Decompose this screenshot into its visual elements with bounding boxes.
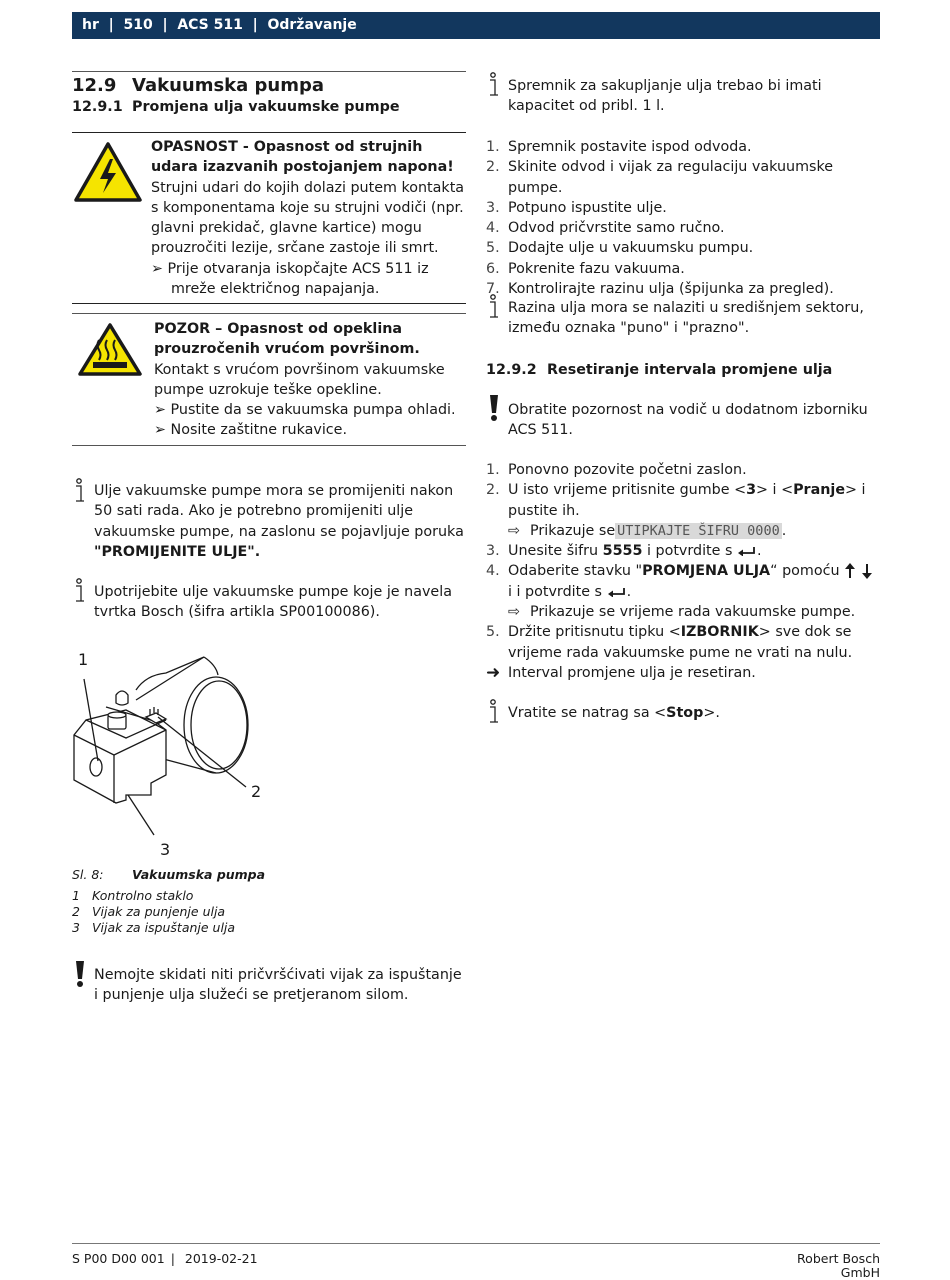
arrowhead-icon: ➢	[151, 260, 168, 277]
high-voltage-warning-icon	[74, 141, 142, 203]
arrow-up-icon	[844, 563, 856, 579]
figure-legend	[72, 888, 466, 936]
step-item: 4. Odvod pričvrstite samo ručno.	[486, 220, 725, 237]
step-item: 7. Kontrolirajte razinu ulja (špijunka za pregled).	[486, 281, 834, 298]
legend-item: 2 Vijak za punjenje ulja	[72, 904, 226, 919]
danger-top-rule	[72, 132, 466, 133]
result-arrow-icon: ⇨	[508, 604, 520, 621]
caution-top-rule	[72, 313, 466, 314]
result-arrow-icon: ⇨	[508, 522, 520, 539]
subsection-title: Promjena ulja vakuumske pumpe	[132, 99, 400, 115]
reset-result-2: ⇨ Prikazuje se UTIPKAJTE ŠIFRU 0000 .	[486, 521, 880, 541]
subsection-2-number: 12.9.2	[486, 362, 537, 378]
info-icon	[486, 699, 502, 725]
danger-text-block	[151, 137, 466, 299]
danger-body: Strujni udari do kojih dolazi putem kontakta s komponentama koje su strujni vodiči (npr. glavni prekidač, glavne kartice) mogu prouzročiti lezije, srčane zastoje ili smrt.	[151, 179, 465, 257]
footer-separator: |	[170, 1251, 175, 1266]
caution-action-1: ➢ Pustite da se vakuumska pumpa ohladi.	[154, 402, 456, 419]
section-heading	[72, 75, 466, 97]
bosch-oil-note: Upotrijebite ulje vakuumske pumpe koje je navela tvrtka Bosch (šifra artikla SP00100086).	[94, 584, 452, 621]
subsection-2-title: Resetiranje intervala promjene ulja	[547, 362, 833, 378]
footer-rule	[72, 1243, 880, 1244]
arrowhead-icon: ➢	[154, 402, 171, 419]
step-item: 6. Pokrenite fazu vakuuma.	[486, 260, 685, 277]
caption-label: Sl. 8:	[72, 867, 104, 882]
hot-surface-warning-icon	[77, 322, 143, 377]
step-item: 3. Potpuno ispustite ulje.	[486, 199, 667, 216]
reset-step-4: 4. Odaberite stavku "PROMJENA ULJA“ pomoću i i potvrdite s .	[486, 561, 880, 602]
step-item: 2. Skinite odvod i vijak za regulaciju vakuumske pumpe.	[486, 159, 834, 196]
screw-force-warning: Nemojte skidati niti pričvršćivati vijak za ispuštanje i punjenje ulja služeći se pretjeranom silom.	[94, 967, 462, 1004]
step-item: 5. Dodajte ulje u vakuumsku pumpu.	[486, 240, 754, 257]
reset-step-1: 1. Ponovno pozovite početni zaslon.	[486, 462, 747, 478]
callout-3: 3	[160, 840, 171, 859]
oil-change-message: "PROMIJENITE ULJE".	[94, 543, 261, 560]
footer-doc-number: S P00 D00 001	[72, 1251, 165, 1266]
danger-bottom-rule	[72, 303, 466, 304]
footer-company: Robert Bosch GmbH	[797, 1251, 880, 1280]
oil-change-note: Ulje vakuumske pumpe mora se promijeniti nakon 50 sati rada. Ako je potrebno promijeniti ulje vakuumske pumpe, na zaslonu se pojavljuje poruka "PROMIJENITE ULJE".	[94, 483, 464, 560]
stop-note: Vratite se natrag sa <Stop>.	[508, 705, 720, 721]
subsection-number: 12.9.1	[72, 99, 123, 115]
legend-item: 1 Kontrolno staklo	[72, 888, 194, 903]
section-number: 12.9	[72, 75, 117, 96]
danger-action: ➢ Prije otvaranja iskopčajte ACS 511 iz mreže električnog napajanja.	[151, 260, 429, 298]
reset-steps	[486, 460, 880, 683]
callout-2: 2	[251, 782, 262, 801]
caution-body: Kontakt s vrućom površinom vakuumske pumpe uzrokuje teške opekline.	[154, 361, 445, 398]
legend-item: 3 Vijak za ispuštanje ulja	[72, 920, 236, 935]
exclamation-icon	[488, 394, 500, 422]
vacuum-pump-figure	[66, 645, 276, 865]
enter-key-icon	[737, 546, 757, 556]
info-icon	[486, 72, 502, 98]
exclamation-icon	[74, 960, 86, 988]
guide-note: Obratite pozornost na vodič u dodatnom izborniku ACS 511.	[508, 402, 868, 439]
reset-step-3: 3. Unesite šifru 5555 i potvrdite s .	[486, 543, 762, 560]
footer-date: 2019-02-21	[184, 1251, 258, 1266]
page-header-bar	[72, 12, 880, 39]
caption-title: Vakuumska pumpa	[132, 867, 266, 882]
figure-caption	[72, 867, 466, 883]
section-title: Vakuumska pumpa	[132, 75, 325, 96]
callout-1: 1	[78, 650, 89, 669]
section-rule	[72, 71, 466, 72]
oil-change-steps	[486, 137, 880, 299]
arrowhead-icon: ➢	[154, 422, 171, 439]
caution-text-block	[154, 319, 466, 441]
step-item: 1. Spremnik postavite ispod odvoda.	[486, 139, 752, 155]
oil-level-note: Razina ulja mora se nalaziti u središnjem sektoru, između oznaka "puno" i "prazno".	[508, 300, 864, 337]
footer-left	[72, 1252, 258, 1266]
container-capacity-note: Spremnik za sakupljanje ulja trebao bi imati kapacitet od pribl. 1 l.	[508, 78, 822, 115]
caution-title: POZOR – Opasnost od opeklina prouzročenih vrućom površinom.	[154, 321, 420, 358]
header-text: hr | 510 | ACS 511 | Održavanje	[82, 17, 357, 33]
display-code-message: UTIPKAJTE ŠIFRU 0000	[617, 522, 780, 539]
reset-step-5: 5. Držite pritisnutu tipku <IZBORNIK> sve dok se vrijeme rada vakuumske pume ne vrati na nulu.	[486, 624, 853, 661]
danger-title: OPASNOST - Opasnost od strujnih udara izazvanih postojanjem napona!	[151, 139, 454, 176]
result-bold-arrow-icon: ➜	[486, 662, 501, 683]
caution-action-2: ➢ Nosite zaštitne rukavice.	[154, 422, 348, 439]
reset-step-2: 2. U isto vrijeme pritisnite gumbe <3> i <Pranje> i pustite ih.	[486, 482, 866, 519]
info-icon	[486, 294, 502, 320]
reset-result-4: ⇨ Prikazuje se vrijeme rada vakuumske pumpe.	[486, 602, 880, 622]
info-icon	[72, 578, 88, 604]
subsection-heading	[72, 97, 466, 117]
enter-key-icon	[607, 587, 627, 597]
subsection-2-heading	[486, 360, 880, 380]
reset-final-result: ➜ Interval promjene ulja je resetiran.	[486, 662, 756, 683]
info-icon	[72, 478, 88, 504]
caution-bottom-rule	[72, 445, 466, 446]
arrow-down-icon	[861, 563, 873, 579]
